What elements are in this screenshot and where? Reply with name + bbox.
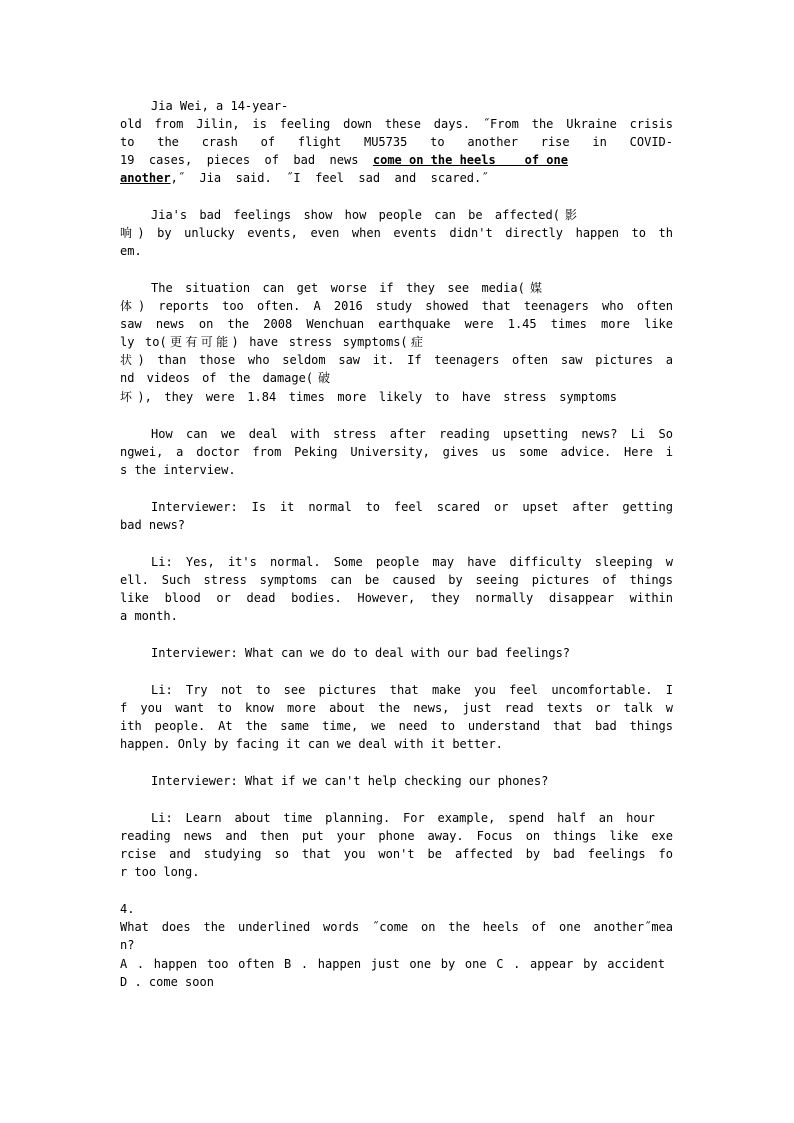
para1-line: Jia Wei, a 14-year-	[151, 99, 289, 113]
para1-line-text: 19 cases, pieces of bad news	[120, 153, 373, 167]
para1-line	[120, 169, 673, 187]
para2-line: 响) by unlucky events, even when events didn't directly happen to th	[120, 226, 673, 240]
question-stem: What does the underlined words ˝come on the heels of one another˝mea	[120, 920, 673, 934]
para1-line-text: ,˝ Jia said. ˝I feel sad and scared.˝	[170, 171, 489, 185]
para5-line: Interviewer: Is it normal to feel scared or upset after getting	[151, 500, 673, 514]
para6-line: a month.	[120, 609, 178, 623]
para10-line: reading news and then put your phone away. Focus on things like exe	[120, 829, 673, 843]
para8-line: f you want to know more about the news, just read texts or talk w	[120, 701, 673, 715]
para4-line: How can we deal with stress after reading upsetting news? Li So	[151, 427, 673, 441]
para8-line: ith people. At the same time, we need to understand that bad things	[120, 719, 673, 733]
para7-line: Interviewer: What can we do to deal with our bad feelings?	[151, 646, 571, 660]
para6-line: like blood or dead bodies. However, they normally disappear within	[120, 591, 673, 605]
para8-line: happen. Only by facing it can we deal with it better.	[120, 737, 503, 751]
para10-line: Li: Learn about time planning. For example, spend half an hour	[151, 811, 655, 825]
para3-line: ly to(更有可能) have stress symptoms(症	[120, 335, 423, 349]
para1-line: to the crash of flight MU5735 to another rise in COVID-	[120, 135, 673, 149]
para3-line: 体) reports too often. A 2016 study showed that teenagers who often	[120, 299, 673, 313]
para10-line: r too long.	[120, 865, 200, 879]
para2-line: Jia's bad feelings show how people can be affected(影	[151, 208, 577, 222]
question-options: D . come soon	[120, 975, 214, 989]
para5-line: bad news?	[120, 518, 186, 532]
para2-line: em.	[120, 244, 142, 258]
question-number: 4.	[120, 902, 135, 916]
para10-line: rcise and studying so that you won't be affected by bad feelings fo	[120, 847, 673, 861]
para9-line: Interviewer: What if we can't help checking our phones?	[151, 774, 549, 788]
para6-line: Li: Yes, it's normal. Some people may have difficulty sleeping w	[151, 555, 673, 569]
para4-line: s the interview.	[120, 463, 236, 477]
para3-line: 坏), they were 1.84 times more likely to have stress symptoms	[120, 390, 617, 404]
para4-line: ngwei, a doctor from Peking University, gives us some advice. Here i	[120, 445, 673, 459]
para3-line: nd videos of the damage(破	[120, 371, 330, 385]
para1-line	[120, 151, 568, 169]
para6-line: ell. Such stress symptoms can be caused by seeing pictures of things	[120, 573, 673, 587]
question-options: A . happen too often B . happen just one by one C . appear by accident	[120, 957, 665, 971]
underlined-phrase: another	[120, 171, 171, 185]
para3-line: 状) than those who seldom saw it. If teenagers often saw pictures a	[120, 353, 673, 367]
underlined-phrase: come on the heels of one	[372, 153, 568, 167]
para1-line: old from Jilin, is feeling down these days. ˝From the Ukraine crisis	[120, 117, 673, 131]
para3-line: The situation can get worse if they see media(媒	[151, 281, 542, 295]
question-stem: n?	[120, 938, 135, 952]
para3-line: saw news on the 2008 Wenchuan earthquake were 1.45 times more like	[120, 317, 673, 331]
para8-line: Li: Try not to see pictures that make you feel uncomfortable. I	[151, 683, 673, 697]
